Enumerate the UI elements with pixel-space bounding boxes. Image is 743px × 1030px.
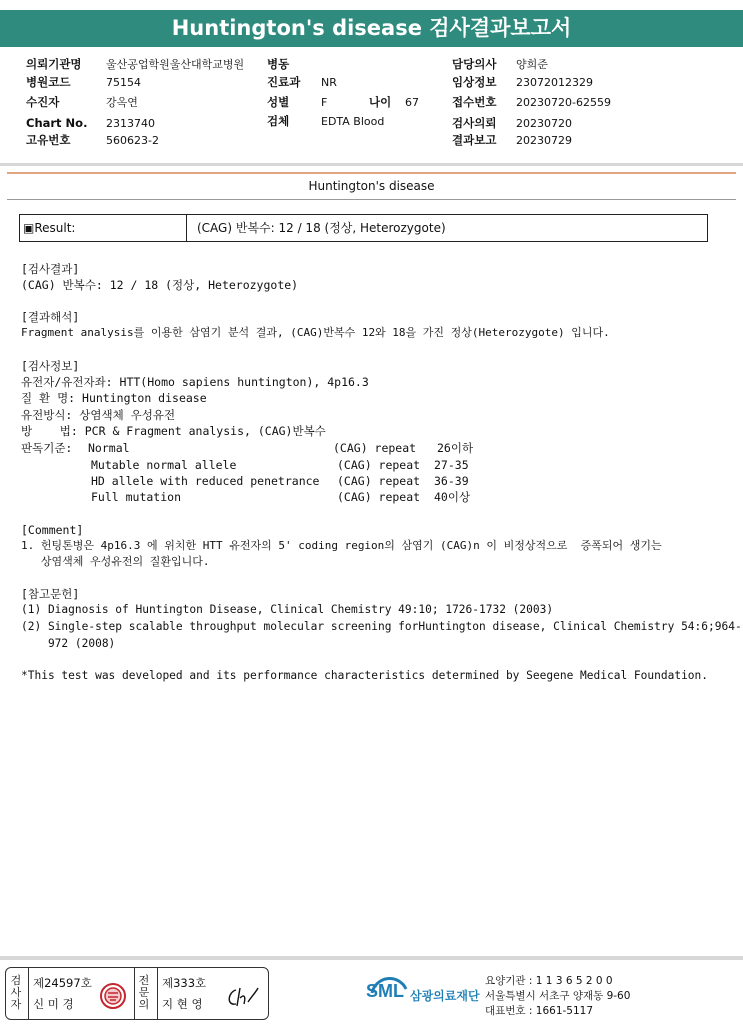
footer-divider xyxy=(0,956,743,960)
label: 검사의뢰 xyxy=(452,116,497,130)
specialist-name: 지 현 영 xyxy=(162,997,203,1011)
info-report xyxy=(452,131,572,150)
criteria-name: Full mutation xyxy=(91,490,182,504)
report-title: Huntington's disease 검사결과보고서 xyxy=(0,10,743,47)
examiner-seal xyxy=(99,982,127,1010)
value: 울산공업학원울산대학교병원 xyxy=(106,58,245,71)
disclaimer: *This test was developed and its performance characteristics determined by Seegene Medical Foundation. xyxy=(21,669,709,682)
info-doctor xyxy=(452,55,548,74)
disease-line: 질 환 명: Huntington disease xyxy=(21,391,207,405)
criteria-unit: (CAG) repeat xyxy=(337,458,421,472)
criteria-range: 36-39 xyxy=(434,474,469,488)
examiner-name: 신 미 경 xyxy=(33,997,74,1011)
value: 2313740 xyxy=(106,117,155,130)
organization-address xyxy=(485,974,630,1019)
info-unique xyxy=(26,131,159,150)
criteria-name: Normal xyxy=(88,441,130,455)
examiner-license: 제24597호 xyxy=(33,976,92,990)
info-heading: [검사정보] xyxy=(21,359,80,373)
info-hospital xyxy=(26,55,244,74)
org-name: 삼광의료재단 xyxy=(410,989,480,1003)
value: 양희준 xyxy=(516,58,548,71)
divider xyxy=(7,199,736,200)
value: 23072012329 xyxy=(516,76,593,89)
phone: 대표번호 : 1661-5117 xyxy=(485,1005,594,1017)
address: 서울특별시 서초구 양재동 9-60 xyxy=(485,990,631,1002)
value: 20230720 xyxy=(516,117,572,130)
label: 임상정보 xyxy=(452,75,497,89)
label: 수진자 xyxy=(26,95,60,109)
label: 결과보고 xyxy=(452,133,497,147)
label: Chart No. xyxy=(26,116,88,130)
result-heading: [검사결과] xyxy=(21,262,80,276)
reference-item: (1) Diagnosis of Huntington Disease, Clinical Chemistry 49:10; 1726-1732 (2003) xyxy=(21,603,554,616)
info-dept xyxy=(267,73,337,92)
criteria-range: 27-35 xyxy=(434,458,469,472)
comment-line: 1. 헌팅톤병은 4p16.3 에 위치한 HTT 유전자의 5' coding region의 삼염기 (CAG)n 이 비정상적으로 증폭되어 생기는 xyxy=(21,539,662,552)
label: 접수번호 xyxy=(452,95,497,109)
label: 병원코드 xyxy=(26,75,71,89)
criteria-unit: (CAG) repeat xyxy=(337,490,421,504)
specialist-license: 제333호 xyxy=(162,976,207,990)
section-title: Huntington's disease xyxy=(308,179,435,193)
value: 20230729 xyxy=(516,134,572,147)
result-line: (CAG) 반복수: 12 / 18 (정상, Heterozygote) xyxy=(21,278,299,292)
examiner-label: 검사자 xyxy=(10,974,22,1011)
comment-line: 상염색체 우성유전의 질환입니다. xyxy=(21,555,210,568)
method-line: 방 법: PCR & Fragment analysis, (CAG)반복수 xyxy=(21,424,326,438)
criteria-range: 26이하 xyxy=(437,441,474,455)
value: 560623-2 xyxy=(106,134,159,147)
info-code xyxy=(26,73,141,92)
signature-box xyxy=(5,967,269,1020)
divider xyxy=(0,163,743,166)
interp-heading: [결과해석] xyxy=(21,310,80,324)
result-label: ▣Result: xyxy=(20,215,187,241)
value: 20230720-62559 xyxy=(516,96,611,109)
info-sex xyxy=(267,93,419,112)
criteria-unit: (CAG) repeat xyxy=(333,441,417,455)
criteria-name: HD allele with reduced penetrance xyxy=(91,474,320,488)
specialist-signature xyxy=(224,984,260,1012)
value: EDTA Blood xyxy=(321,115,385,128)
institution-code: 요양기관 : 1 1 3 6 5 2 0 0 xyxy=(485,975,613,987)
info-reception xyxy=(452,93,611,112)
label: 의뢰기관명 xyxy=(26,57,82,71)
age-value: 67 xyxy=(405,96,419,109)
value: F xyxy=(321,96,328,109)
interp-line: Fragment analysis를 이용한 삼염기 분석 결과, (CAG)반복수 12와 18을 가진 정상(Heterozygote) 입니다. xyxy=(21,326,610,339)
info-specimen xyxy=(267,112,384,131)
criteria-name: Mutable normal allele xyxy=(91,458,237,472)
value: 강옥연 xyxy=(106,96,138,109)
logo-text: SML xyxy=(366,981,404,1001)
specialist-label: 전문의 xyxy=(138,974,150,1011)
label: 병동 xyxy=(267,57,290,71)
result-summary-box xyxy=(19,214,708,242)
comment-heading: [Comment] xyxy=(21,523,84,537)
criteria-range: 40이상 xyxy=(434,490,471,504)
label: 담당의사 xyxy=(452,57,497,71)
reference-item: (2) Single-step scalable throughput molecular screening forHuntington disease, Clinical Chemistry 54:6;964- xyxy=(21,620,742,633)
label: 성별 xyxy=(267,95,290,109)
info-patient xyxy=(26,93,138,112)
label: 진료과 xyxy=(267,75,301,89)
age-label: 나이 xyxy=(369,95,392,109)
result-value: (CAG) 반복수: 12 / 18 (정상, Heterozygote) xyxy=(197,221,446,235)
label: 검체 xyxy=(267,114,290,128)
divider xyxy=(7,172,736,174)
label: 고유번호 xyxy=(26,133,71,147)
gene-line: 유전자/유전자좌: HTT(Homo sapiens huntington), 4p16.3 xyxy=(21,375,369,389)
value: NR xyxy=(321,76,337,89)
criteria-unit: (CAG) repeat xyxy=(337,474,421,488)
references-heading: [참고문헌] xyxy=(21,587,80,601)
info-clinical xyxy=(452,73,593,92)
criteria-label: 판독기준: xyxy=(21,441,73,455)
inherit-line: 유전방식: 상염색체 우성유전 xyxy=(21,408,176,422)
value: 75154 xyxy=(106,76,141,89)
info-ward xyxy=(267,55,289,73)
reference-item: 972 (2008) xyxy=(21,637,116,650)
